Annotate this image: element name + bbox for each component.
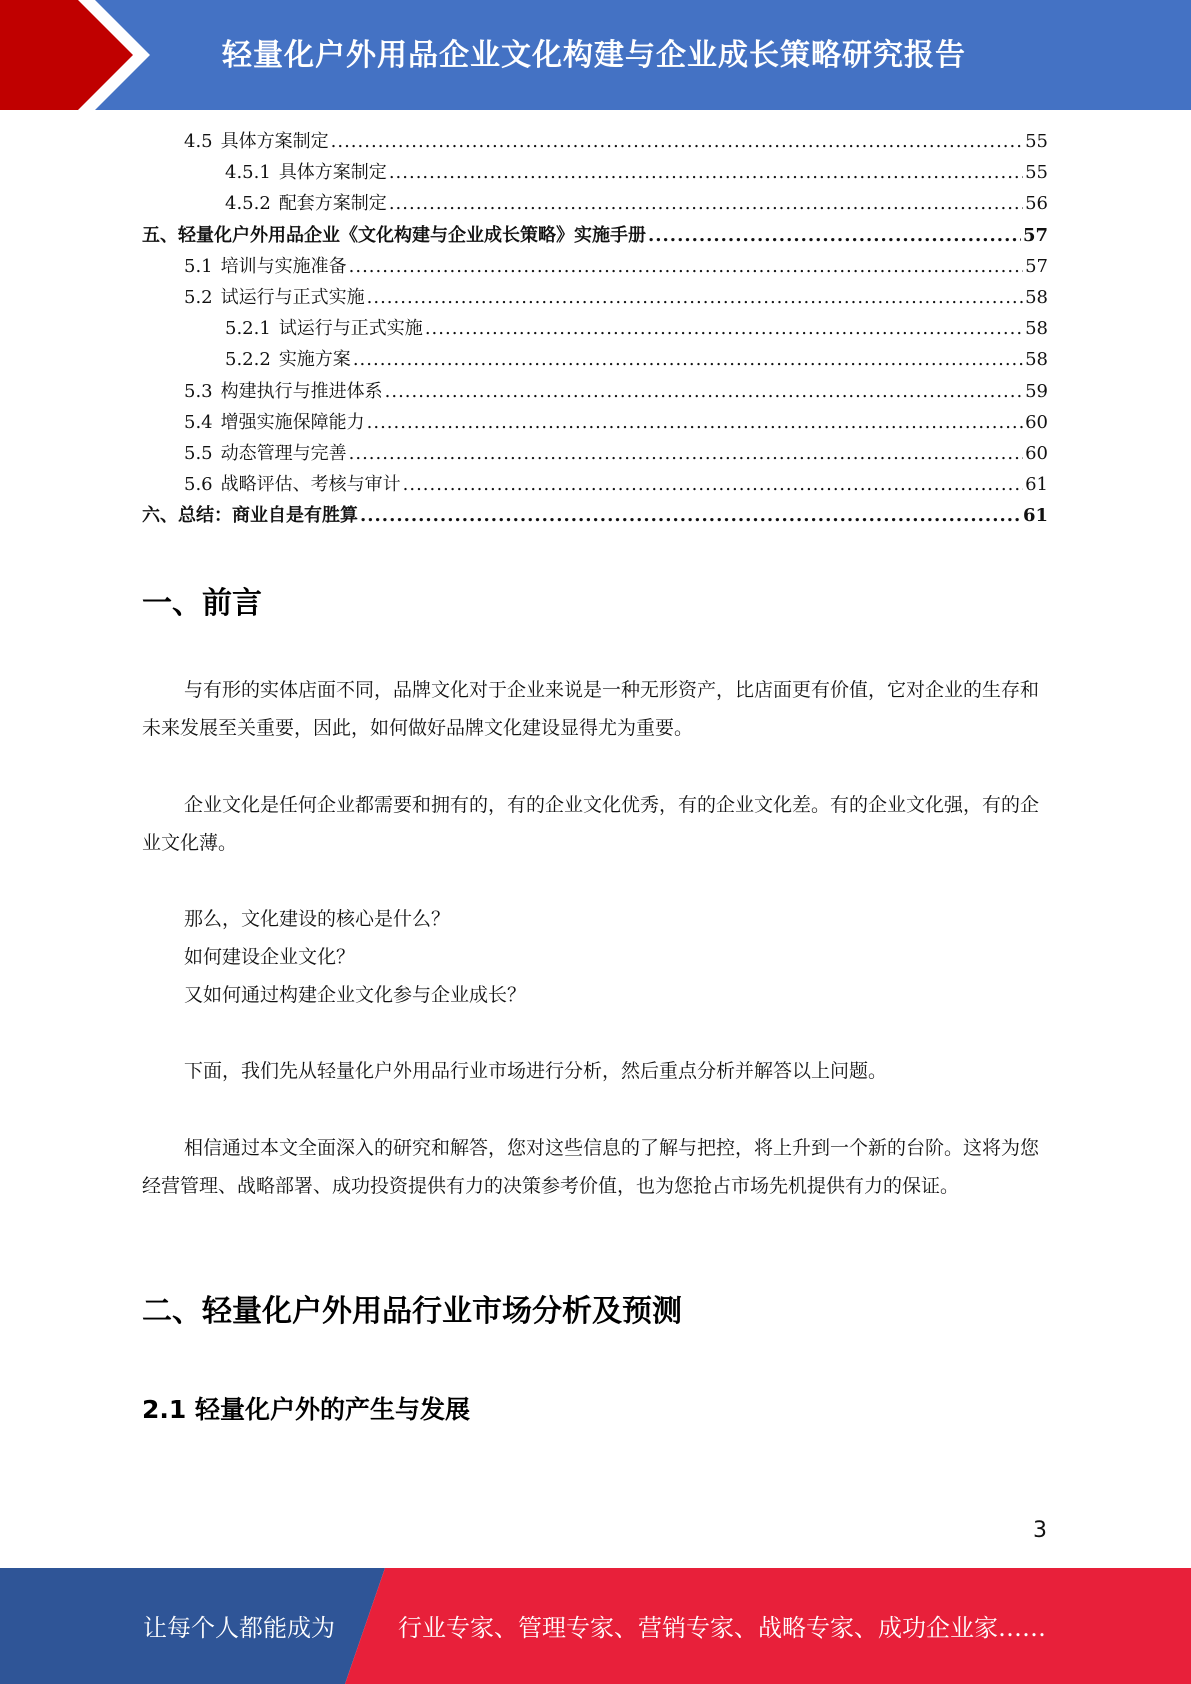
toc-dot-leader xyxy=(385,381,1023,402)
toc-dot-leader xyxy=(389,193,1023,214)
toc-entry[interactable] xyxy=(142,501,1048,532)
page-number: 3 xyxy=(1033,1518,1047,1543)
toc-entry-page: 56 xyxy=(1025,193,1048,215)
toc-entry[interactable] xyxy=(142,439,1048,470)
toc-entry-number: 5.3 xyxy=(184,380,213,402)
toc-entry-number: 5.2.1 xyxy=(225,318,271,340)
toc-entry-page: 55 xyxy=(1025,162,1048,184)
paragraph: 下面，我们先从轻量化户外用品行业市场进行分析，然后重点分析并解答以上问题。 xyxy=(184,1060,888,1082)
toc-entry[interactable] xyxy=(142,127,1048,158)
toc-entry-title: 具体方案制定 xyxy=(278,162,387,184)
toc-entry-number: 5.6 xyxy=(184,474,213,496)
section-heading-preface: 一、前言 xyxy=(142,586,262,621)
question-line: 那么，文化建设的核心是什么？ xyxy=(184,908,451,930)
toc-entry-title: 试运行与正式实施 xyxy=(278,318,423,340)
toc-entry-page: 61 xyxy=(1025,474,1048,496)
toc-dot-leader xyxy=(403,474,1023,495)
paragraph: 企业文化是任何企业都需要和拥有的，有的企业文化优秀，有的企业文化差。有的企业文化强，有的企业文化薄。 xyxy=(142,794,1040,854)
toc-entry-page: 57 xyxy=(1025,255,1048,277)
toc-entry-title: 五、轻量化户外用品企业《文化构建与企业成长策略》实施手册 xyxy=(142,224,646,246)
toc-entry[interactable] xyxy=(142,158,1048,189)
toc-dot-leader xyxy=(331,131,1023,152)
toc-entry-title: 具体方案制定 xyxy=(220,131,329,152)
toc-entry-page: 58 xyxy=(1025,318,1048,340)
toc-dot-leader xyxy=(425,318,1023,339)
toc-dot-leader xyxy=(349,256,1023,277)
subsection-heading: 2.1 轻量化户外的产生与发展 xyxy=(142,1395,470,1424)
toc-entry-title: 培训与实施准备 xyxy=(220,255,347,277)
toc-entry-number: 4.5.1 xyxy=(225,162,271,184)
toc-entry-page: 55 xyxy=(1025,131,1048,152)
page-header xyxy=(0,0,1191,110)
toc-entry-page: 59 xyxy=(1025,380,1048,402)
table-of-contents xyxy=(142,127,1048,532)
header-arrow-decoration xyxy=(0,0,160,110)
toc-entry-title: 增强实施保障能力 xyxy=(220,411,365,433)
toc-entry-page: 61 xyxy=(1022,505,1048,527)
question-line: 又如何通过构建企业文化参与企业成长？ xyxy=(184,984,527,1006)
toc-entry-number: 5.5 xyxy=(184,442,213,464)
footer-slogan-left: 让每个人都能成为 xyxy=(143,1614,335,1642)
toc-entry-number: 5.2 xyxy=(184,286,213,308)
toc-entry[interactable] xyxy=(142,345,1048,376)
toc-dot-leader xyxy=(367,412,1023,433)
toc-entry[interactable] xyxy=(142,252,1048,283)
toc-entry[interactable] xyxy=(142,377,1048,408)
toc-entry-page: 57 xyxy=(1022,224,1048,246)
toc-dot-leader xyxy=(367,287,1023,308)
toc-entry-page: 60 xyxy=(1025,411,1048,433)
toc-entry-title: 动态管理与完善 xyxy=(220,442,347,464)
toc-entry-page: 58 xyxy=(1025,286,1048,308)
footer-slogan-right: 行业专家、管理专家、营销专家、战略专家、成功企业家…… xyxy=(398,1614,1046,1642)
toc-entry-title: 实施方案 xyxy=(278,349,351,371)
report-title: 轻量化户外用品企业文化构建与企业成长策略研究报告 xyxy=(222,38,966,73)
toc-entry-number: 5.4 xyxy=(184,411,213,433)
toc-entry[interactable] xyxy=(142,470,1048,501)
toc-entry-title: 试运行与正式实施 xyxy=(220,286,365,308)
toc-entry[interactable] xyxy=(142,314,1048,345)
toc-entry-number: 5.1 xyxy=(184,255,213,277)
toc-entry-title: 六、总结：商业自是有胜算 xyxy=(142,505,358,527)
toc-entry-number: 4.5 xyxy=(184,131,213,152)
toc-dot-leader xyxy=(648,225,1021,246)
toc-entry-title: 配套方案制定 xyxy=(278,193,387,215)
toc-dot-leader xyxy=(349,443,1023,464)
toc-entry-title: 构建执行与推进体系 xyxy=(220,380,383,402)
toc-dot-leader xyxy=(353,349,1023,370)
toc-entry[interactable] xyxy=(142,408,1048,439)
toc-entry[interactable] xyxy=(142,221,1048,252)
section-heading-market-analysis: 二、轻量化户外用品行业市场分析及预测 xyxy=(142,1294,682,1329)
page-footer xyxy=(0,1568,1191,1684)
toc-entry-number: 5.2.2 xyxy=(225,349,271,371)
toc-entry[interactable] xyxy=(142,283,1048,314)
toc-dot-leader xyxy=(360,505,1021,526)
toc-entry-page: 58 xyxy=(1025,349,1048,371)
toc-entry-page: 60 xyxy=(1025,442,1048,464)
toc-entry-title: 战略评估、考核与审计 xyxy=(220,474,401,496)
question-line: 如何建设企业文化？ xyxy=(184,946,356,968)
toc-dot-leader xyxy=(389,162,1023,183)
paragraph: 与有形的实体店面不同，品牌文化对于企业来说是一种无形资产，比店面更有价值，它对企业的生存和未来发展至关重要，因此，如何做好品牌文化建设显得尤为重要。 xyxy=(142,679,1040,739)
paragraph: 相信通过本文全面深入的研究和解答，您对这些信息的了解与把控，将上升到一个新的台阶。这将为您经营管理、战略部署、成功投资提供有力的决策参考价值，也为您抢占市场先机提供有力的保证。 xyxy=(142,1137,1040,1197)
toc-entry[interactable] xyxy=(142,189,1048,220)
toc-entry-number: 4.5.2 xyxy=(225,193,271,215)
